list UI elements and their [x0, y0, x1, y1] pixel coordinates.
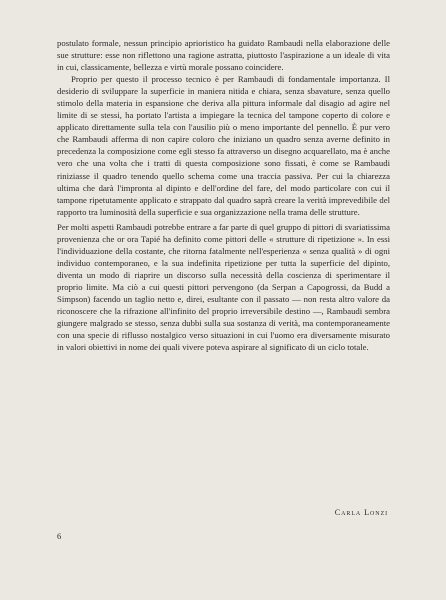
author-signature: Carla Lonzi [334, 508, 388, 517]
page-number: 6 [57, 531, 62, 541]
paragraph-3: Per molti aspetti Rambaudi potrebbe entrare a far parte di quel gruppo di pittori di svariatissima provenienza che or ora Tapié ha definito come pittori delle « strutture di ripetizione ». In essi l'individuazione della costante, che ritorna fatalmente nell'esperienza « senza qualità » di ogni individuo contemporaneo, e la sua indefinita ripetizione per tutta la superficie del dipinto, diventa un modo di riaprire un discorso sulla necessità della coscienza di sperimentare il proprio limite. Ma ciò a cui questi pittori pervengono (da Serpan a Capogrossi, da Budd a Simpson) facendo un taglio netto e, direi, esultante con il passato — non resta altro valore da riconoscere che la rifrazione all'infinito del proprio irreversibile destino —, Rambaudi sembra giungere malgrado se stesso, senza dubbi sulla sua sostanza di verità, ma contemporaneamente con una specie di riflusso nostalgico verso situazioni in cui l'uomo era diversamente misurato in valori obiettivi in nome dei quali vivere poteva aspirare al significato di un ciclo totale. [57, 221, 390, 353]
paragraph-1: postulato formale, nessun principio aprioristico ha guidato Rambaudi nella elaborazione delle sue strutture: esse non riflettono una ragione astratta, piuttosto l'aspirazione a un ideale di vita in cui, classicamente, bellezza e virtù morale possano coincidere. [57, 38, 390, 73]
paragraph-2: Proprio per questo il processo tecnico è per Rambaudi di fondamentale importanza. Il desiderio di sviluppare la superficie in maniera nitida e chiara, senza sbavature, senza quello stimolo della materia in espansione che deriva alla pittura informale dal disagio ad agire nel limite di se stessi, ha portato l'artista a impiegare la tecnica del tampone coperto di colore e applicato direttamente sulla tela con l'ausilio più o meno importante del pennello. È pur vero che Rambaudi afferma di non capire coloro che iniziano un quadro senza averne definito in precedenza la composizione come egli stesso fa attraverso un disegno acquarellato, ma è anche vero che una volta che i tratti di questa composizione sono fissati, è come se Rambaudi riniziasse il quadro tenendo quello schema come una traccia passiva. Per cui la chiarezza ultima che darà l'impronta al dipinto e dell'ordine del fare, del modo particolare con cui il tampone ripetutamente applicato e strappato dal quadro saprà creare la verità imprevedibile del rapporto tra luminosità della superficie e sua organizzazione nella trama delle strutture. [57, 74, 390, 217]
body-text [57, 37, 390, 353]
